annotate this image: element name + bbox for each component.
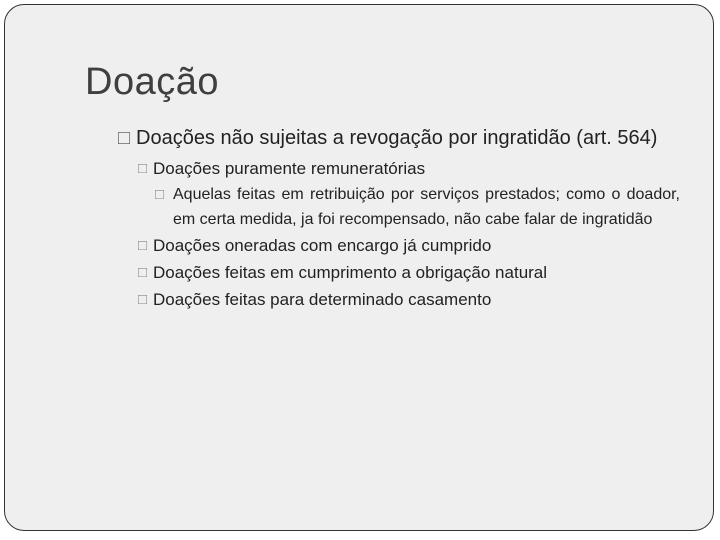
- square-bullet-icon: □: [155, 186, 165, 203]
- bullet-item-level3: [155, 182, 680, 232]
- bullet-list: [118, 125, 680, 313]
- bullet-text: Doações feitas em cumprimento a obrigação natural: [153, 263, 548, 282]
- bullet-item-level2: [138, 259, 680, 286]
- square-bullet-icon: □: [138, 264, 148, 281]
- square-bullet-icon: □: [138, 160, 148, 177]
- slide-title: Doação: [85, 61, 219, 103]
- bullet-text: Doações não sujeitas a revogação por ingratidão (art. 564): [136, 127, 658, 149]
- bullet-item-level2: [138, 155, 680, 182]
- square-bullet-icon: □: [138, 237, 148, 254]
- bullet-text: Doações oneradas com encargo já cumprido: [153, 236, 492, 255]
- bullet-item-level2: [138, 286, 680, 313]
- slide: [4, 4, 714, 531]
- bullet-text: Aquelas feitas em retribuição por serviços prestados; como o doador, em certa medida, ja foi recompensado, não cabe falar de ingratidão: [173, 186, 680, 228]
- bullet-item-level2: [138, 232, 680, 259]
- square-bullet-icon: □: [138, 291, 148, 308]
- bullet-text: Doações feitas para determinado casamento: [153, 290, 492, 309]
- bullet-text: Doações puramente remuneratórias: [153, 159, 426, 178]
- square-bullet-icon: □: [118, 127, 131, 149]
- bullet-item-level1: [118, 125, 680, 151]
